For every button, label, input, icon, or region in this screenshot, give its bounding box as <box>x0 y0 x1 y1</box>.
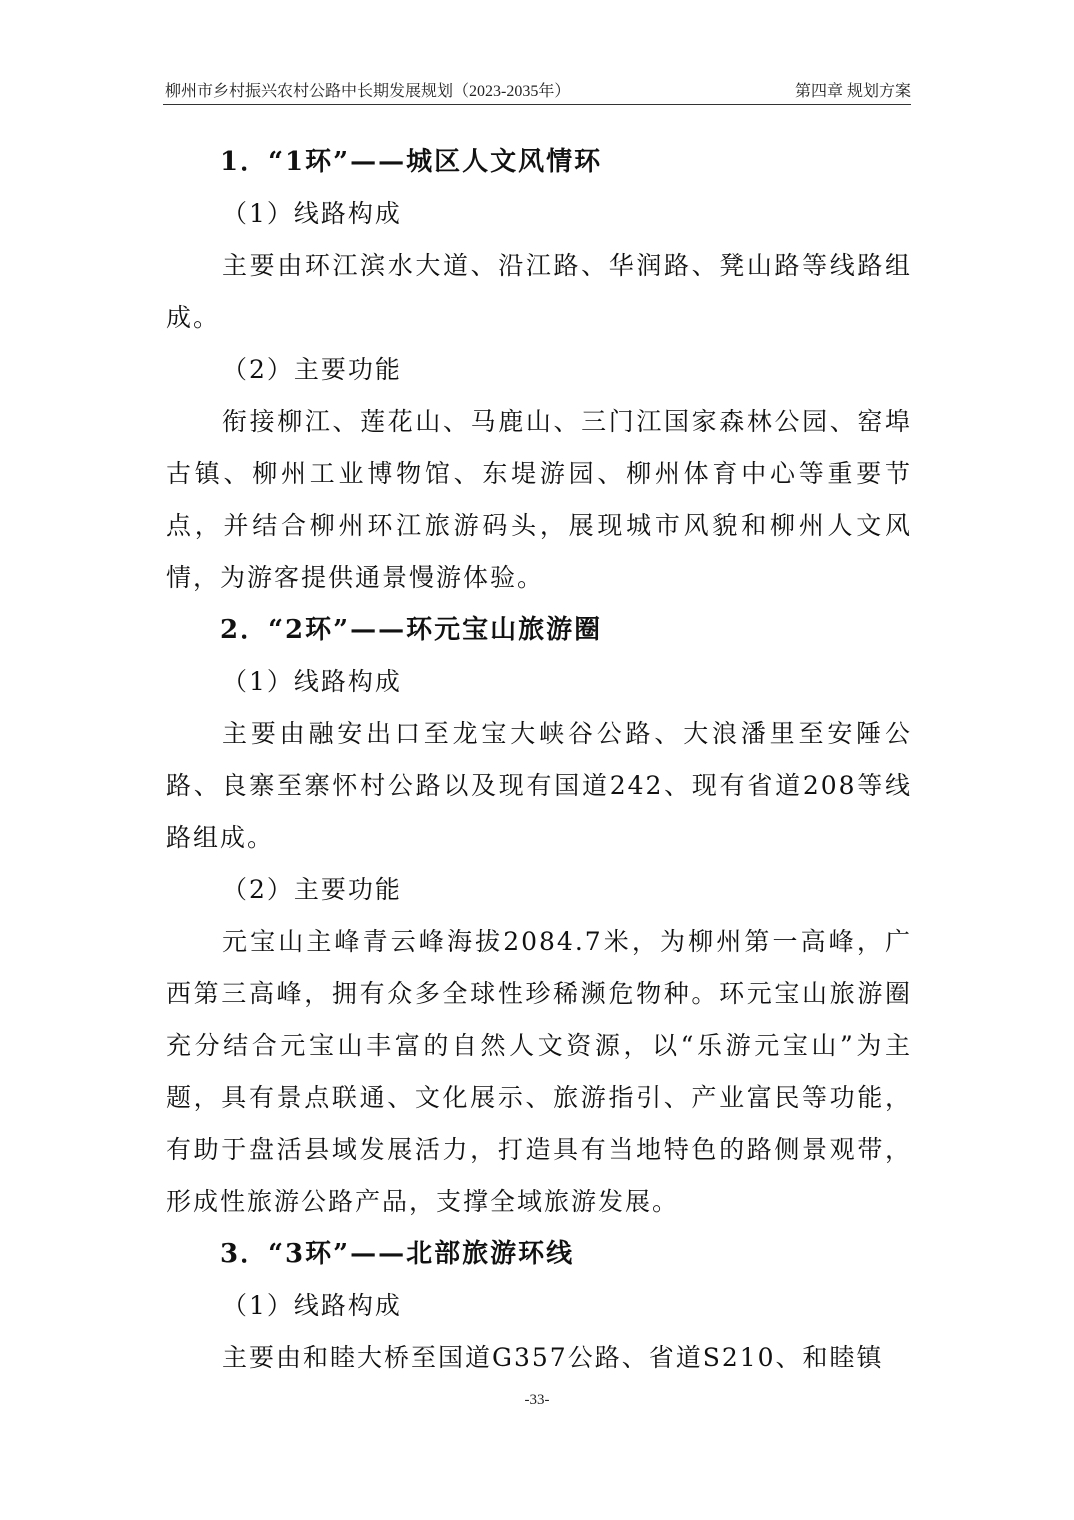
section-3 <box>166 1228 912 1384</box>
function-label: （2）主要功能 <box>222 875 402 904</box>
section-heading: 1．“1环”——城区人文风情环 <box>220 147 603 177</box>
chapter-title: 第四章 规划方案 <box>794 83 911 100</box>
route-paragraph: 主要由环江滨水大道、沿江路、华润路、凳山路等线路组成。 <box>166 251 912 332</box>
page-body <box>166 136 912 1384</box>
route-paragraph: 主要由和睦大桥至国道G357公路、省道S210、和睦镇 <box>222 1343 884 1372</box>
section-1 <box>166 136 912 604</box>
page-header <box>163 74 911 105</box>
route-label: （1）线路构成 <box>222 199 402 228</box>
section-2 <box>166 604 912 1228</box>
document-title: 柳州市乡村振兴农村公路中长期发展规划（2023-2035年） <box>165 83 571 100</box>
route-paragraph: 主要由融安出口至龙宝大峡谷公路、大浪潘里至安陲公路、良寨至寨怀村公路以及现有国道242、现有省道208等线路组成。 <box>166 719 912 852</box>
route-label: （1）线路构成 <box>222 1291 402 1320</box>
section-heading: 3．“3环”——北部旅游环线 <box>220 1239 575 1269</box>
function-label: （2）主要功能 <box>222 355 402 384</box>
function-paragraph: 衔接柳江、莲花山、马鹿山、三门江国家森林公园、窑埠古镇、柳州工业博物馆、东堤游园、柳州体育中心等重要节点，并结合柳州环江旅游码头，展现城市风貌和柳州人文风情，为游客提供通景慢游体验。 <box>166 407 912 592</box>
page-number: -33- <box>524 1392 550 1408</box>
route-label: （1）线路构成 <box>222 667 402 696</box>
section-heading: 2．“2环”——环元宝山旅游圈 <box>220 615 603 645</box>
function-paragraph: 元宝山主峰青云峰海拔2084.7米，为柳州第一高峰，广西第三高峰，拥有众多全球性珍稀濒危物种。环元宝山旅游圈充分结合元宝山丰富的自然人文资源，以“乐游元宝山”为主题，具有景点联通、文化展示、旅游指引、产业富民等功能，有助于盘活县域发展活力，打造具有当地特色的路侧景观带，形成性旅游公路产品，支撑全域旅游发展。 <box>166 927 912 1216</box>
